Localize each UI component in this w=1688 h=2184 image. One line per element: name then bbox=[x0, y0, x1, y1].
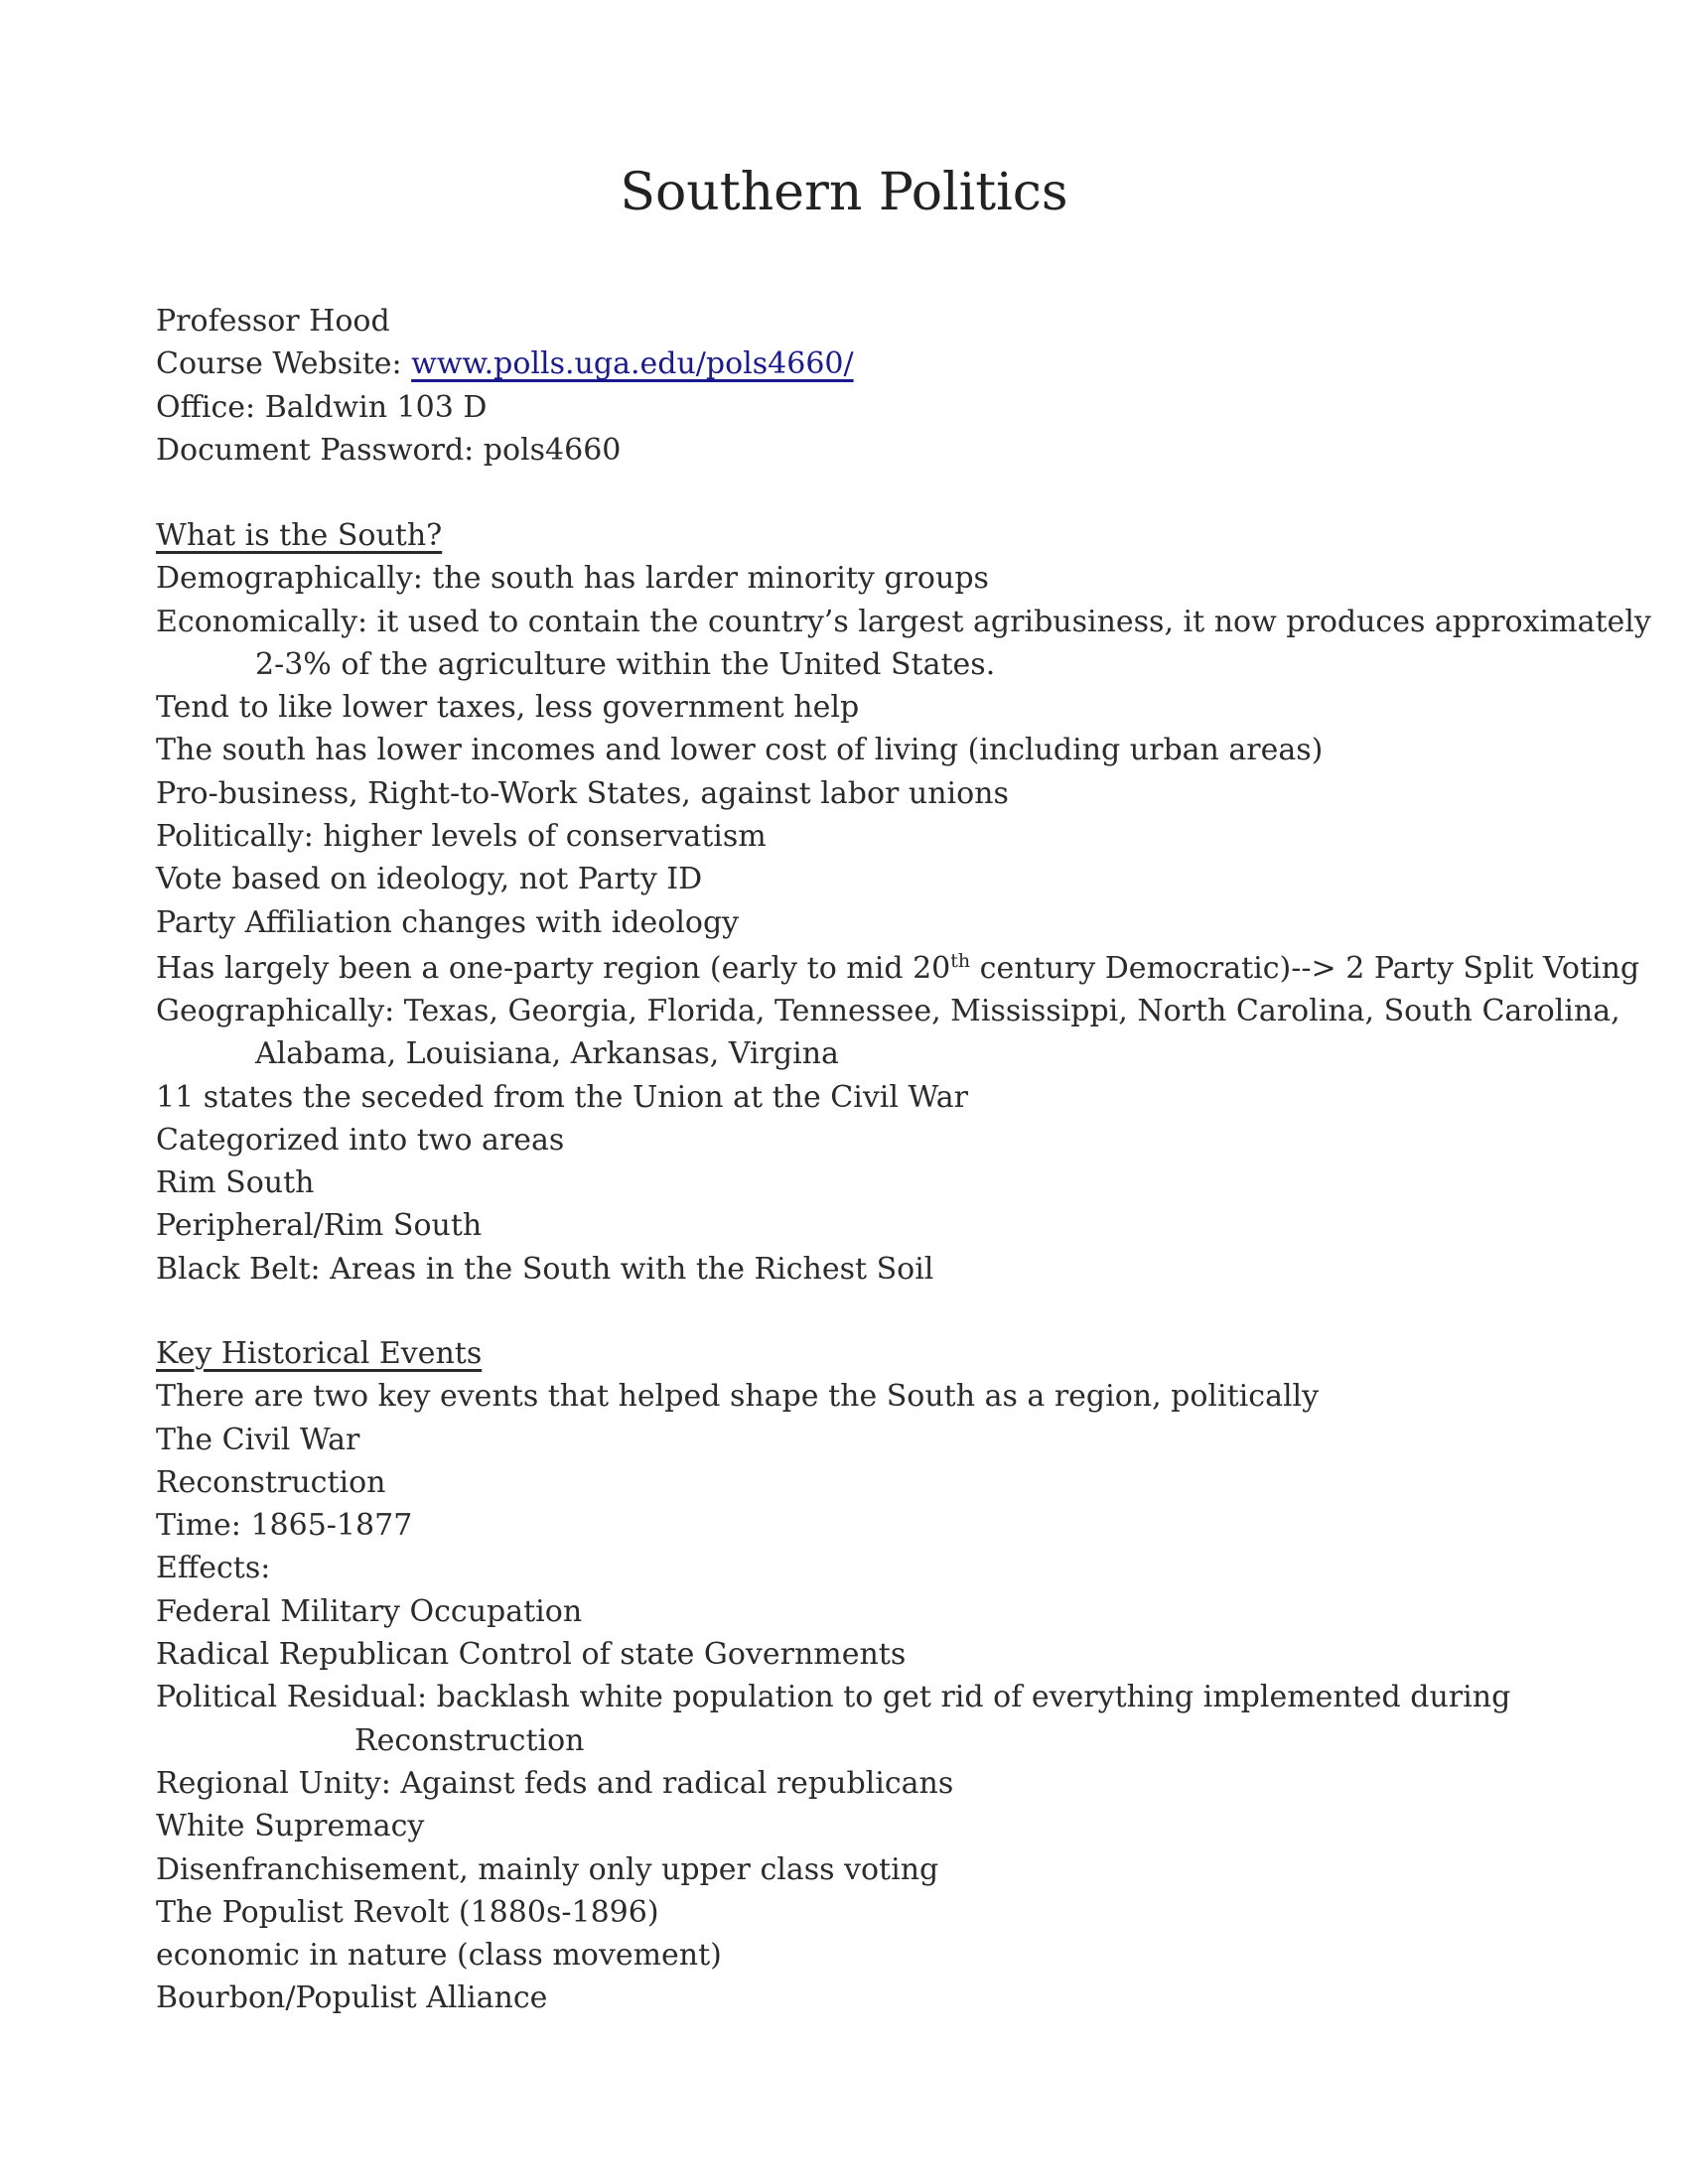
section-heading-text: Key Historical Events bbox=[156, 1336, 483, 1371]
note-line: Time: 1865-1877 bbox=[156, 1508, 413, 1544]
note-line-continued: Alabama, Louisiana, Arkansas, Virgina bbox=[255, 1036, 839, 1072]
note-line: Political Residual: backlash white population to get rid of everything implemented during bbox=[156, 1680, 1511, 1715]
note-line: Federal Military Occupation bbox=[156, 1593, 583, 1629]
section-heading bbox=[156, 1332, 1546, 1375]
note-line-continued: 2-3% of the agriculture within the United States. bbox=[255, 646, 996, 682]
professor-name: Professor Hood bbox=[156, 304, 390, 339]
note-line: Black Belt: Areas in the South with the Richest Soil bbox=[156, 1251, 934, 1287]
note-line: Categorized into two areas bbox=[156, 1122, 565, 1158]
note-line: Geographically: Texas, Georgia, Florida, Tennessee, Mississippi, North Carolina, South Carolina, bbox=[156, 993, 1620, 1028]
note-line: Party Affiliation changes with ideology bbox=[156, 904, 740, 940]
note-line: Effects: bbox=[156, 1551, 271, 1586]
note-line: Radical Republican Control of state Governments bbox=[156, 1637, 907, 1673]
section-heading bbox=[156, 514, 1546, 557]
note-line: Peripheral/Rim South bbox=[156, 1208, 483, 1244]
note-line-continued: Reconstruction bbox=[354, 1722, 585, 1758]
note-line: There are two key events that helped shape the South as a region, politically bbox=[156, 1379, 1320, 1415]
one-party-line bbox=[156, 944, 1640, 990]
office-location: Office: Baldwin 103 D bbox=[156, 389, 488, 425]
note-line: Demographically: the south has larder minority groups bbox=[156, 561, 989, 597]
note-line: Disenfranchisement, mainly only upper class voting bbox=[156, 1851, 939, 1887]
note-line: Politically: higher levels of conservatism bbox=[156, 819, 767, 855]
course-website-label: Course Website: bbox=[156, 346, 412, 382]
document-password: Document Password: pols4660 bbox=[156, 432, 622, 468]
note-line: White Supremacy bbox=[156, 1809, 425, 1844]
course-website-line bbox=[156, 342, 1546, 385]
note-line: Tend to like lower taxes, less government help bbox=[156, 690, 860, 726]
ordinal-suffix: th bbox=[950, 949, 971, 972]
note-line: Economically: it used to contain the country’s largest agribusiness, it now produces approximately bbox=[156, 604, 1651, 639]
course-website-link[interactable]: www.polls.uga.edu/pols4660/ bbox=[411, 346, 854, 382]
note-line: economic in nature (class movement) bbox=[156, 1938, 722, 1974]
note-line: The south has lower incomes and lower cost of living (including urban areas) bbox=[156, 733, 1324, 768]
note-line: Bourbon/Populist Alliance bbox=[156, 1980, 548, 2016]
note-line: Vote based on ideology, not Party ID bbox=[156, 862, 703, 897]
note-line: Pro-business, Right-to-Work States, against labor unions bbox=[156, 775, 1009, 811]
page-title: Southern Politics bbox=[620, 163, 1068, 222]
note-line: Regional Unity: Against feds and radical republicans bbox=[156, 1765, 954, 1801]
note-line: The Populist Revolt (1880s-1896) bbox=[156, 1894, 659, 1930]
note-line: 11 states the seceded from the Union at the Civil War bbox=[156, 1079, 968, 1115]
note-line: Reconstruction bbox=[156, 1464, 386, 1500]
one-party-text-end: century Democratic)--> 2 Party Split Voting bbox=[970, 950, 1640, 986]
section-key-historical-events bbox=[156, 1332, 1546, 2020]
note-line: The Civil War bbox=[156, 1422, 360, 1457]
section-what-is-the-south bbox=[156, 514, 1651, 1291]
course-info bbox=[156, 300, 1546, 472]
section-heading-text: What is the South? bbox=[156, 518, 443, 553]
one-party-text: Has largely been a one-party region (early to mid 20 bbox=[156, 950, 951, 986]
note-line: Rim South bbox=[156, 1165, 315, 1201]
